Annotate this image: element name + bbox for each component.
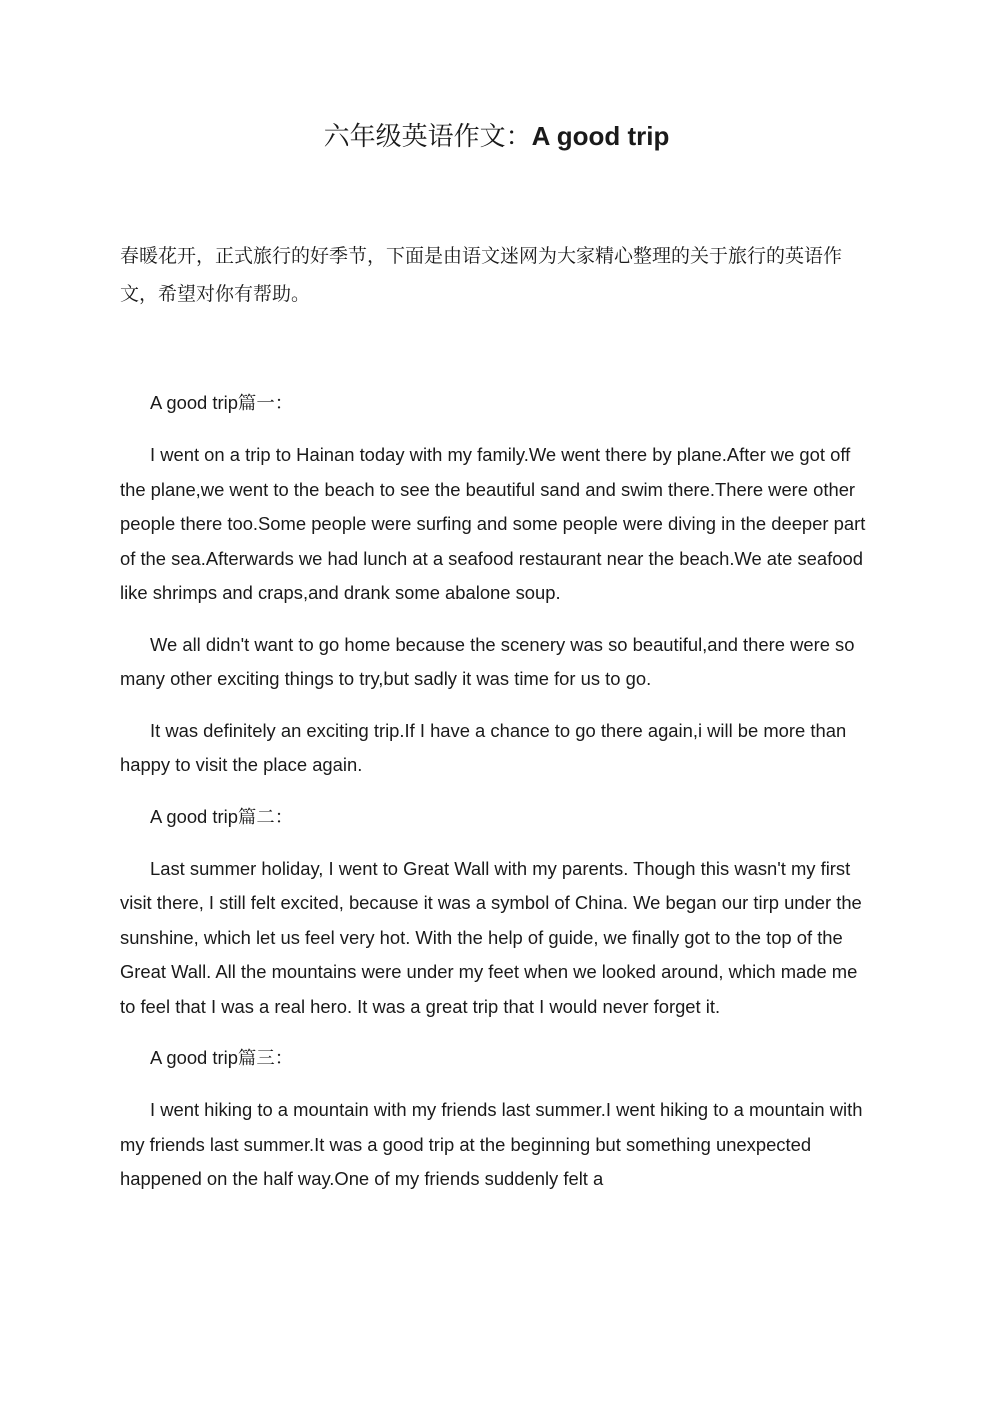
essay-body [120, 386, 872, 1214]
section-3-paragraph-1: I went hiking to a mountain with my friends last summer.I went hiking to a mountain with my friends last summer.It was a good trip at the beginning but something unexpected happened on the half way.One of my friends suddenly felt a [120, 1099, 863, 1189]
section-1-paragraph-2: We all didn't want to go home because the scenery was so beautiful,and there were so many other exciting things to try,but sadly it was time for us to go. [120, 633, 855, 689]
intro-paragraph: 春暖花开，正式旅行的好季节，下面是由语文迷网为大家精心整理的关于旅行的英语作文，希望对你有帮助。 [120, 246, 843, 305]
section-heading-1: A good trip篇一： [150, 392, 294, 413]
section-heading-2: A good trip篇二： [150, 805, 294, 827]
section-2-paragraph-1: Last summer holiday, I went to Great Wall with my parents. Though this wasn't my first visit there, I still felt excited, because it was a symbol of China. We began our tirp under the sunshine, which let us feel very hot. With the help of guide, we finally got to the top of the Great Wall. All the mountains were under my feet when we looked around, which made me to feel that I was a real hero. It was a great trip that I would never forget it. [120, 857, 862, 1017]
section-1-paragraph-1: I went on a trip to Hainan today with my family.We went there by plane.After we got off the plane,we went to the beach to see the beautiful sand and swim there.There were other people there too.Some people were surfing and some people were diving in the deeper part of the sea.Afterwards we had lunch at a seafood restaurant near the beach.We ate seafood like shrimps and craps,and drank some abalone soup. [120, 444, 866, 603]
section-1-paragraph-3: It was definitely an exciting trip.If I have a chance to go there again,i will be more than happy to visit the place again. [120, 719, 847, 775]
document-title [0, 116, 993, 156]
title-english: A good trip [531, 121, 670, 151]
title-chinese: 六年级英语作文： [323, 121, 532, 151]
section-heading-3: A good trip篇三： [150, 1047, 294, 1068]
